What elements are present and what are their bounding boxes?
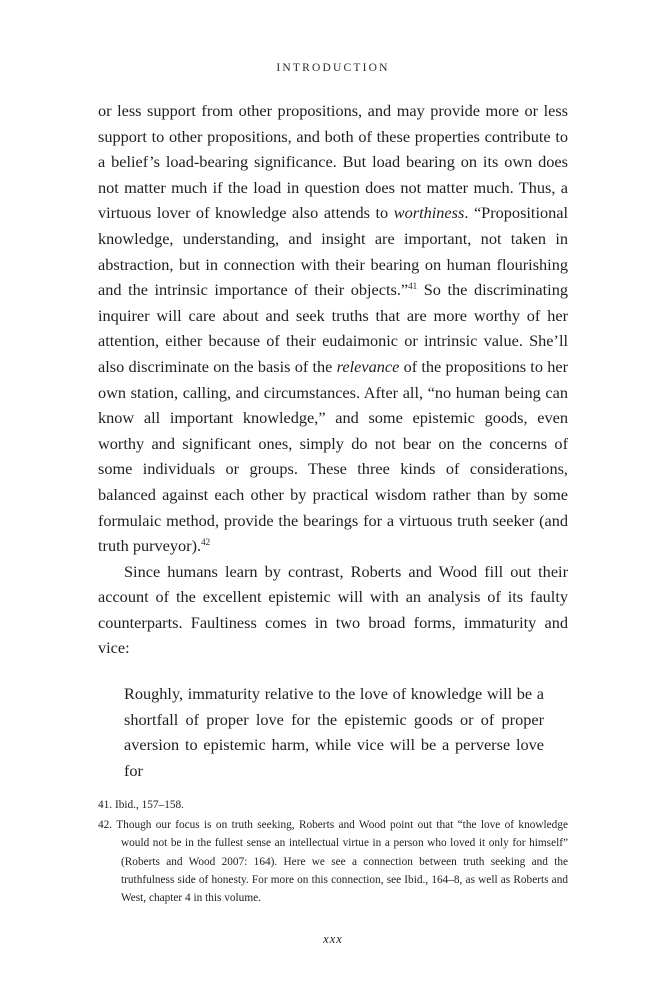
paragraph-1 bbox=[98, 98, 568, 559]
footnote-ref-42[interactable]: 42 bbox=[201, 537, 211, 548]
emphasis-relevance: relevance bbox=[336, 356, 400, 376]
paragraph-1-part-3: So the discriminating inquirer will care about and seek truths that are more worthy of her attention, either because of their eudaimonic or intrinsic value. She’ll also discriminate on the basis of the bbox=[98, 280, 568, 376]
page-number: xxx bbox=[323, 932, 343, 946]
footnotes bbox=[98, 796, 568, 909]
footnote-42 bbox=[98, 816, 568, 907]
paragraph-2: Since humans learn by contrast, Roberts and Wood fill out their account of the excellent epistemic will with an analysis of its faulty counterparts. Faultiness comes in two broad forms, immaturity and vice: bbox=[98, 561, 568, 658]
footnote-text: Though our focus is on truth seeking, Roberts and Wood point out that “the love of knowledge would not be in the fullest sense an intellectual virtue in a person who loved it only for himself” (Roberts and Wood 2007: 164). Here we see a connection between truth seeking and the truthfulness side of honesty. For more on this connection, see Ibid., 164–8, as well as Roberts and West, chapter 4 in this volume. bbox=[116, 819, 568, 905]
running-head: INTRODUCTION bbox=[276, 62, 390, 74]
footnote-41 bbox=[98, 796, 568, 814]
paragraph-1-part-2: . “Propositional knowledge, understanding, and insight are important, not taken in abstraction, but in connection with their bearing on human flourishing and the intrinsic importance of their objects.” bbox=[98, 203, 569, 300]
footnote-number: 41. bbox=[98, 799, 113, 811]
main-text bbox=[98, 98, 568, 783]
emphasis-worthiness: worthiness bbox=[393, 203, 465, 223]
block-quote: Roughly, immaturity relative to the love of knowledge will be a shortfall of proper love for the epistemic goods or of proper aversion to epistemic harm, while vice will be a perverse love for bbox=[124, 684, 544, 780]
footnote-number: 42. bbox=[98, 819, 113, 832]
footnote-text: Ibid., 157–158. bbox=[114, 799, 184, 811]
footnote-ref-41[interactable]: 41 bbox=[408, 281, 418, 292]
paragraph-1-part-1: or less support from other propositions, and may provide more or less support to other propositions, and both of these properties contribute to a belief’s load-bearing significance. But load bearing on its own does not matter much if the load in question does not matter much. Thus, a virtuous lover of knowledge also attends to bbox=[98, 101, 568, 223]
paragraph-1-part-4: of the propositions to her own station, calling, and circumstances. After all, “no human being can know all important knowledge,” and some epistemic goods, even worthy and significant ones, simply do not bear on the concerns of some individuals or groups. These three kinds of considerations, balanced against each other by practical wisdom rather than by some formulaic method, provide the bearings for a virtuous truth seeker (and truth purveyor). bbox=[98, 356, 568, 556]
